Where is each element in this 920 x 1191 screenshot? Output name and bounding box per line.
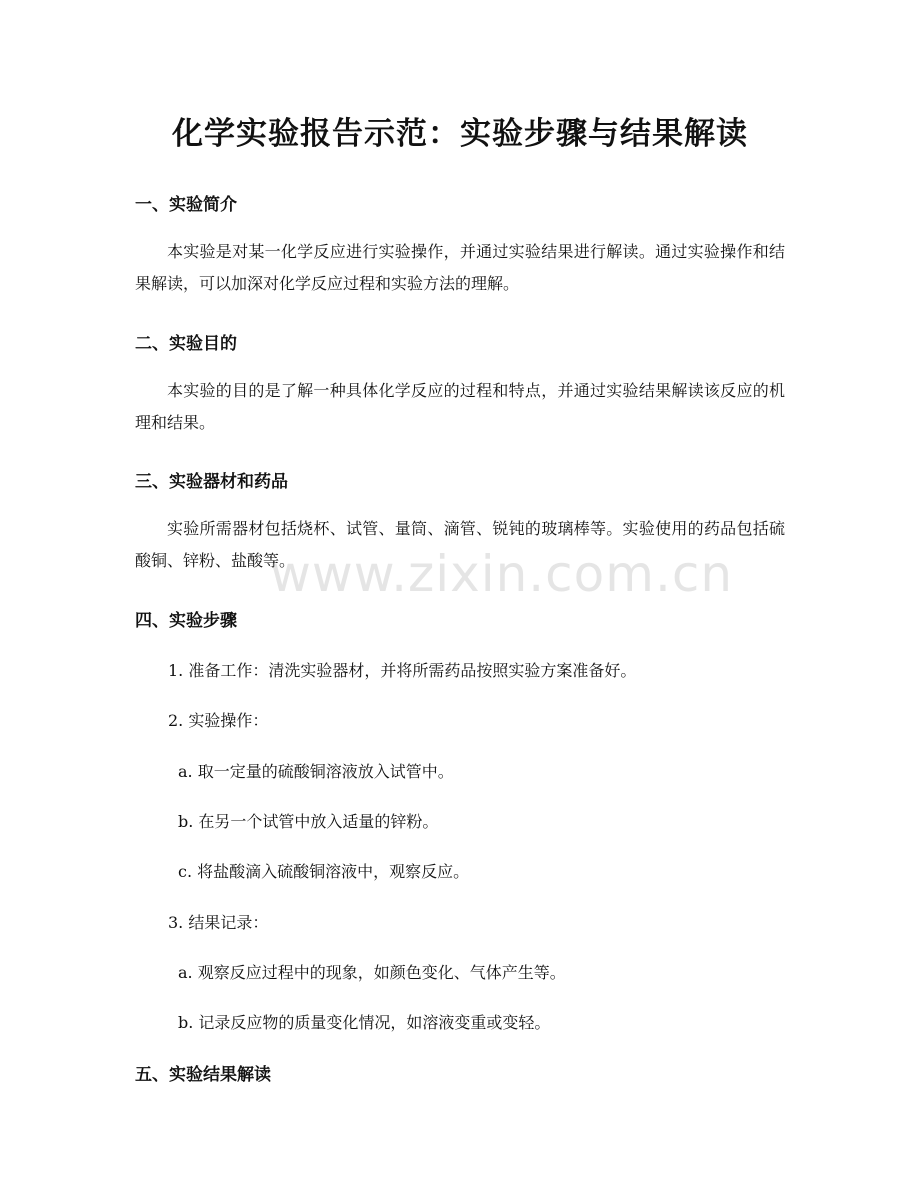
section-heading-results: 五、实验结果解读 [135, 1065, 271, 1085]
step-item-1: 1. 准备工作：清洗实验器材，并将所需药品按照实验方案准备好。 [168, 661, 637, 680]
document-title: 化学实验报告示范：实验步骤与结果解读 [172, 116, 748, 152]
section-heading-materials: 三、实验器材和药品 [135, 472, 288, 492]
step-subitem-2b: b. 在另一个试管中放入适量的锌粉。 [178, 812, 439, 831]
section-heading-purpose: 二、实验目的 [135, 334, 237, 354]
section-paragraph-purpose: 本实验的目的是了解一种具体化学反应的过程和特点，并通过实验结果解读该反应的机理和结果。 [135, 381, 785, 432]
step-item-3: 3. 结果记录： [168, 913, 269, 932]
section-heading-steps: 四、实验步骤 [135, 611, 237, 631]
section-paragraph-intro: 本实验是对某一化学反应进行实验操作，并通过实验结果进行解读。通过实验操作和结果解读，可以加深对化学反应过程和实验方法的理解。 [135, 242, 785, 293]
step-item-2: 2. 实验操作： [168, 711, 269, 730]
step-subitem-2a: a. 取一定量的硫酸铜溶液放入试管中。 [178, 762, 454, 781]
step-subitem-3b: b. 记录反应物的质量变化情况，如溶液变重或变轻。 [178, 1013, 551, 1032]
step-subitem-2c: c. 将盐酸滴入硫酸铜溶液中，观察反应。 [178, 862, 470, 881]
watermark-text: www.zixin.com.cn [270, 545, 734, 603]
section-paragraph-materials: 实验所需器材包括烧杯、试管、量筒、滴管、锐钝的玻璃棒等。实验使用的药品包括硫酸铜、锌粉、盐酸等。 [135, 519, 785, 570]
section-heading-intro: 一、实验简介 [135, 195, 237, 215]
step-subitem-3a: a. 观察反应过程中的现象，如颜色变化、气体产生等。 [178, 963, 566, 982]
